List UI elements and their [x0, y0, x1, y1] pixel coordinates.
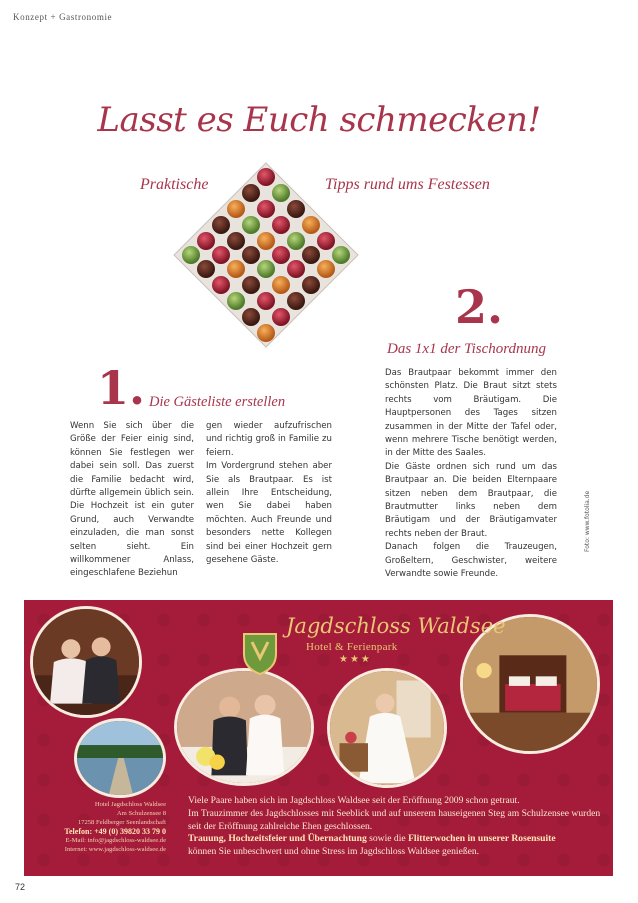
- hotel-rating-stars: ★★★: [339, 654, 372, 665]
- subtitle-right: Tipps rund ums Festessen: [325, 176, 490, 193]
- ad-text-line-1: Viele Paare haben sich im Jagdschloss Waldsee seit der Eröffnung 2009 schon getraut.: [188, 795, 520, 806]
- page-title: Lasst es Euch schmecken!: [97, 100, 541, 140]
- lake-pier-photo: [74, 718, 166, 798]
- section-header: Konzept + Gastronomie: [13, 12, 113, 22]
- ad-text-line-2: Im Trauzimmer des Jagdschlosses mit Seeblick und auf unserem hauseigenen Steg am Schulzensee wurden seit der Eröffnung zahlreiche Ehen geschlossen.: [188, 807, 601, 832]
- ad-highlight-1: Trauung, Hochzeitsfeier und Übernachtung: [188, 833, 367, 845]
- contact-street: Am Schulzensee 8: [116, 810, 166, 817]
- section-heading-1: Die Gästeliste erstellen: [149, 394, 286, 410]
- ad-text-line-3: [188, 833, 603, 846]
- section-number-2: 2.: [455, 280, 504, 334]
- section-heading-2: Das 1x1 der Tischordnung: [387, 341, 547, 357]
- section1-column-1: Wenn Sie sich über die Größe der Feier einig sind, können Sie festlegen wer dabei sein soll. Das zuerst die Familie bedacht wird, dürfte allgemein üblich sein. Die Hochzeit ist ein guter Grund, auch Verwandte einzuladen, die man sonst selten sieht. Ein willkommener Anlass, eingeschlafene Beziehun: [70, 421, 194, 579]
- page-number: 72: [15, 882, 26, 892]
- ad-body-text: [188, 795, 603, 859]
- section1-column-2: gen wieder aufzufrischen und richtig groß in Familie zu feiern. Im Vordergrund stehen aber Sie als Brautpaar. Es ist allein Ihre Entscheidung, wen Sie dabei haben möchten. Auch Freunde und besonders nette Kollegen sind bei einer Hochzeit gern gesehene Gäste.: [206, 421, 332, 566]
- ad-highlight-2: Flitterwochen in unserer Rosensuite: [408, 833, 556, 845]
- section2-text: Das Brautpaar bekommt immer den schönsten Platz. Die Braut sitzt stets rechts vom Bräutigam. Die Hauptpersonen des Tages sitzen zusammen in der Mitte der Tafel oder, wenn mehrere Tische benötigt werden, in der Mitte des Saales. Die Gäste ordnen sich rund um das Brautpaar an. Die beiden Elternpaare sitzen neben dem Brautpaar, die Brautmutter links neben dem Bräutigam und der Bräutigamvater rechts neben der Braut. Danach folgen die Trauzeugen, Großeltern, Geschwister, weitere Verwandte sowie Freunde.: [385, 368, 557, 580]
- ad-text-connector: sowie die: [366, 833, 409, 845]
- contact-city: 17258 Feldberger Seenlandschaft: [77, 819, 166, 826]
- contact-phone[interactable]: Telefon: +49 (0) 39820 33 79 0: [64, 827, 166, 836]
- subtitle-left: Praktische: [140, 176, 209, 193]
- photo-credit: Foto: www.fotolia.de: [584, 490, 591, 552]
- contact-email[interactable]: E-Mail: info@jagdschloss-waldsee.de: [65, 837, 166, 844]
- dessert-pyramid-image: [166, 155, 366, 355]
- hotel-contact: [36, 800, 166, 854]
- bride-photo: [327, 668, 447, 788]
- couple-photo: [30, 606, 142, 718]
- hotel-subtitle: Hotel & Ferienpark: [306, 641, 398, 653]
- hotel-crest-icon: [240, 630, 280, 676]
- hotel-advertisement[interactable]: [24, 600, 613, 876]
- contact-website[interactable]: Internet: www.jagdschloss-waldsee.de: [64, 846, 166, 853]
- hotel-name: Jagdschloss Waldsee: [286, 614, 506, 638]
- contact-name: Hotel Jagdschloss Waldsee: [94, 801, 166, 808]
- section-number-1: 1.: [97, 361, 146, 415]
- wedding-toast-photo: [174, 668, 314, 786]
- ad-text-line-4: können Sie unbeschwert und ohne Stress im Jagdschloss Waldsee genießen.: [188, 846, 480, 858]
